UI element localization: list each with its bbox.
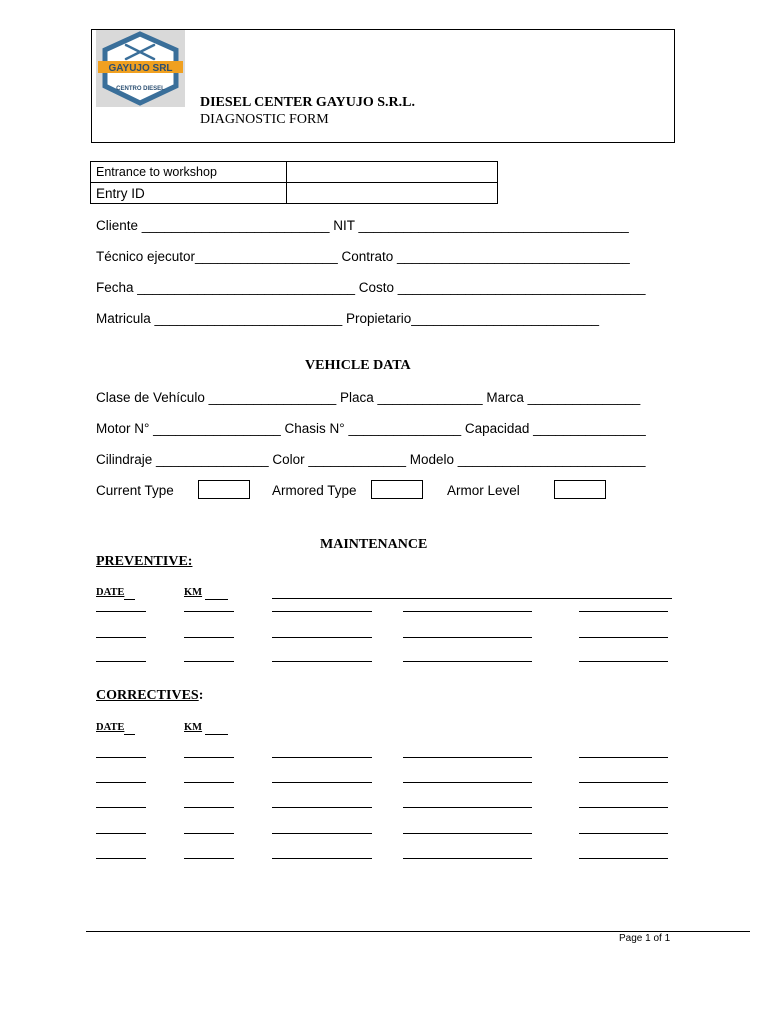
vehicle-data-title: VEHICLE DATA — [305, 358, 411, 373]
motor-chassis-row[interactable]: Motor N° _________________ Chasis N° _______________ Capacidad _______________ — [96, 421, 646, 436]
blank-line[interactable] — [579, 833, 668, 834]
armored-type-box[interactable] — [371, 480, 423, 499]
blank-line[interactable] — [272, 757, 372, 758]
blank-line[interactable] — [403, 833, 532, 834]
blank-line[interactable] — [96, 807, 146, 808]
vehicle-class-row[interactable]: Clase de Vehículo _________________ Placa ______________ Marca _______________ — [96, 390, 641, 405]
blank-line[interactable] — [96, 661, 146, 662]
blank-line[interactable] — [403, 807, 532, 808]
blank-line[interactable] — [403, 858, 532, 859]
blank-line[interactable] — [184, 661, 234, 662]
blank-line[interactable] — [272, 858, 372, 859]
corrective-km-label: KM — [184, 722, 203, 733]
blank-line[interactable] — [96, 611, 146, 612]
blank-line[interactable] — [272, 807, 372, 808]
blank-line[interactable] — [403, 611, 532, 612]
table-row — [91, 183, 498, 204]
logo-graphic — [96, 30, 185, 107]
preventive-heading: PREVENTIVE: — [96, 554, 193, 569]
page-number: Page 1 of 1 — [619, 933, 671, 944]
blank-line[interactable] — [184, 807, 234, 808]
correctives-heading: CORRECTIVES — [96, 688, 199, 703]
table-row — [91, 162, 498, 183]
entry-table — [90, 161, 498, 204]
blank-line[interactable] — [184, 611, 234, 612]
preventive-km-label: KM — [184, 587, 203, 598]
blank-line[interactable] — [272, 637, 372, 638]
km-underline — [205, 599, 228, 600]
entry-id-label: Entry ID — [91, 183, 287, 204]
current-type-box[interactable] — [198, 480, 250, 499]
blank-line[interactable] — [184, 833, 234, 834]
blank-line[interactable] — [579, 661, 668, 662]
blank-line[interactable] — [403, 637, 532, 638]
blank-line[interactable] — [579, 858, 668, 859]
logo-text-bottom: CENTRO DIESEL — [116, 86, 165, 92]
blank-line[interactable] — [96, 833, 146, 834]
technician-contract-row[interactable]: Técnico ejecutor___________________ Contrato _______________________________ — [96, 249, 630, 264]
blank-line[interactable] — [403, 661, 532, 662]
blank-line[interactable] — [579, 757, 668, 758]
blank-line[interactable] — [184, 858, 234, 859]
blank-line[interactable] — [96, 858, 146, 859]
footer-rule — [86, 931, 750, 932]
armored-type-label: Armored Type — [272, 483, 357, 498]
blank-line[interactable] — [184, 637, 234, 638]
blank-line[interactable] — [96, 757, 146, 758]
blank-line[interactable] — [184, 757, 234, 758]
preventive-date-label: DATE — [96, 587, 125, 598]
blank-line[interactable] — [184, 782, 234, 783]
entrance-label: Entrance to workshop — [91, 162, 287, 183]
cylinder-color-row[interactable]: Cilindraje _______________ Color _____________ Modelo _________________________ — [96, 452, 646, 467]
armor-level-label: Armor Level — [447, 483, 520, 498]
armor-level-box[interactable] — [554, 480, 606, 499]
blank-line[interactable] — [96, 782, 146, 783]
correctives-colon: : — [198, 688, 204, 703]
blank-line[interactable] — [272, 833, 372, 834]
date-cost-row[interactable]: Fecha _____________________________ Costo _________________________________ — [96, 280, 646, 295]
km-underline — [205, 734, 228, 735]
blank-line[interactable] — [272, 782, 372, 783]
form-title: DIAGNOSTIC FORM — [200, 112, 329, 127]
entrance-field[interactable] — [287, 162, 498, 183]
company-logo — [96, 30, 185, 107]
date-underline — [124, 599, 135, 600]
blank-line[interactable] — [579, 782, 668, 783]
blank-line[interactable] — [579, 807, 668, 808]
blank-line[interactable] — [579, 611, 668, 612]
blank-line[interactable] — [579, 637, 668, 638]
blank-line[interactable] — [96, 637, 146, 638]
blank-line[interactable] — [403, 757, 532, 758]
blank-line[interactable] — [272, 611, 372, 612]
blank-line[interactable] — [272, 661, 372, 662]
company-name: DIESEL CENTER GAYUJO S.R.L. — [200, 95, 415, 110]
correctives-heading-wrap — [96, 688, 203, 704]
date-underline — [124, 734, 135, 735]
current-type-label: Current Type — [96, 483, 174, 498]
entry-id-field[interactable] — [287, 183, 498, 204]
preventive-header-line[interactable] — [272, 598, 672, 599]
plate-owner-row[interactable]: Matricula _________________________ Propietario_________________________ — [96, 311, 599, 326]
blank-line[interactable] — [403, 782, 532, 783]
maintenance-title: MAINTENANCE — [320, 537, 428, 552]
logo-text-top: GAYUJO SRL — [108, 63, 173, 74]
client-nit-row[interactable]: Cliente _________________________ NIT ____________________________________ — [96, 218, 629, 233]
corrective-date-label: DATE — [96, 722, 125, 733]
